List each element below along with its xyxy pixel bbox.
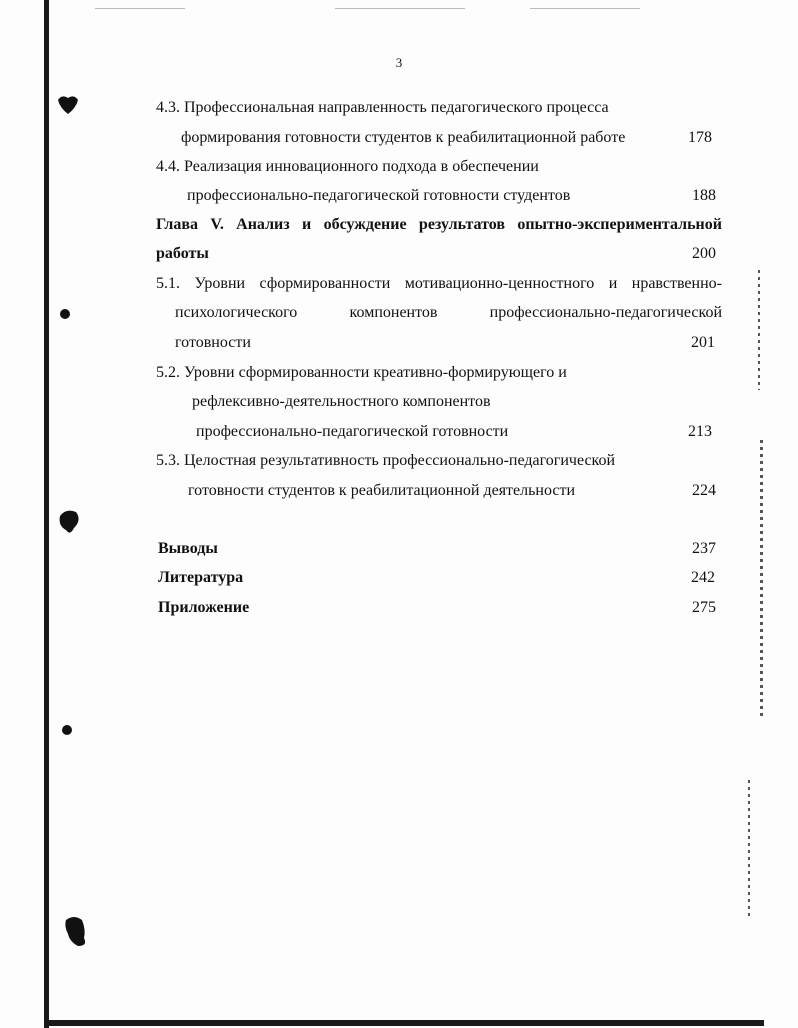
toc-chapter-5-word: и: [302, 216, 312, 233]
toc-4-3-page: 178: [688, 129, 712, 146]
scan-top-mark: [530, 8, 640, 9]
toc-literature-label: Литература: [158, 569, 244, 586]
toc-5-1-page: 201: [691, 334, 715, 351]
toc-conclusions-label: Выводы: [158, 540, 218, 557]
toc-5-1-word: нравственно-: [631, 275, 722, 292]
toc-5-2-line3: профессионально-педагогической готовности: [196, 423, 509, 440]
toc-5-3-line1: 5.3. Целостная результативность профессионально-педагогической: [156, 452, 616, 469]
scan-left-edge: [44, 0, 49, 1028]
scan-noise: [760, 440, 763, 720]
toc-4-3-line2: формирования готовности студентов к реабилитационной работе: [181, 129, 626, 146]
toc-5-2-page: 213: [688, 423, 712, 440]
toc-5-1-word: 5.1.: [156, 275, 180, 292]
toc-5-3-page: 224: [692, 482, 716, 499]
toc-5-1-line2: [175, 303, 722, 323]
toc-chapter-5-word: V.: [210, 216, 224, 233]
punch-hole-mark: [56, 94, 80, 116]
toc-5-1-word: мотивационно-ценностного: [404, 275, 595, 292]
toc-4-3-line1: 4.3. Профессиональная направленность педагогического процесса: [156, 99, 609, 116]
toc-chapter-5-page: 200: [692, 245, 716, 262]
punch-hole-mark: [56, 508, 82, 536]
punch-hole-mark: [62, 914, 90, 948]
toc-4-4-line1: 4.4. Реализация инновационного подхода в обеспечении: [156, 158, 539, 175]
toc-5-3-line2: готовности студентов к реабилитационной деятельности: [188, 482, 576, 499]
toc-5-1-word: профессионально-педагогической: [489, 304, 722, 321]
page-number: 3: [395, 55, 403, 70]
toc-chapter-5-line2: работы: [156, 245, 209, 262]
toc-chapter-5-word: Анализ: [236, 216, 290, 233]
punch-hole-mark: [60, 724, 74, 736]
scan-top-mark: [95, 8, 185, 9]
toc-5-1-word: компонентов: [349, 304, 438, 321]
toc-conclusions-page: 237: [692, 540, 716, 557]
toc-5-1-word: Уровни: [194, 275, 246, 292]
toc-5-1-line3: готовности: [175, 334, 251, 351]
scan-noise: [748, 780, 750, 920]
toc-4-4-page: 188: [692, 187, 716, 204]
toc-5-1-line1: [156, 274, 722, 294]
toc-chapter-5-line1: [156, 215, 722, 235]
scan-noise: [758, 270, 760, 390]
toc-chapter-5-word: обсуждение: [323, 216, 407, 233]
toc-5-1-word: психологического: [175, 304, 298, 321]
toc-appendix-label: Приложение: [158, 599, 250, 616]
toc-5-2-line1: 5.2. Уровни сформированности креативно-формирующего и: [156, 364, 567, 381]
toc-chapter-5-word: Глава: [156, 216, 198, 233]
toc-literature-page: 242: [691, 569, 715, 586]
toc-appendix-page: 275: [692, 599, 716, 616]
toc-chapter-5-word: результатов: [418, 216, 505, 233]
toc-5-2-line2: рефлексивно-деятельностного компонентов: [192, 393, 491, 410]
punch-hole-mark: [58, 307, 72, 321]
toc-chapter-5-word: опытно-экспериментальной: [517, 216, 722, 233]
scan-top-mark: [335, 8, 465, 9]
toc-4-4-line2: профессионально-педагогической готовности студентов: [187, 187, 571, 204]
toc-5-1-word: и: [608, 275, 618, 292]
toc-5-1-word: сформированности: [259, 275, 391, 292]
scan-bottom-edge: [44, 1020, 764, 1026]
